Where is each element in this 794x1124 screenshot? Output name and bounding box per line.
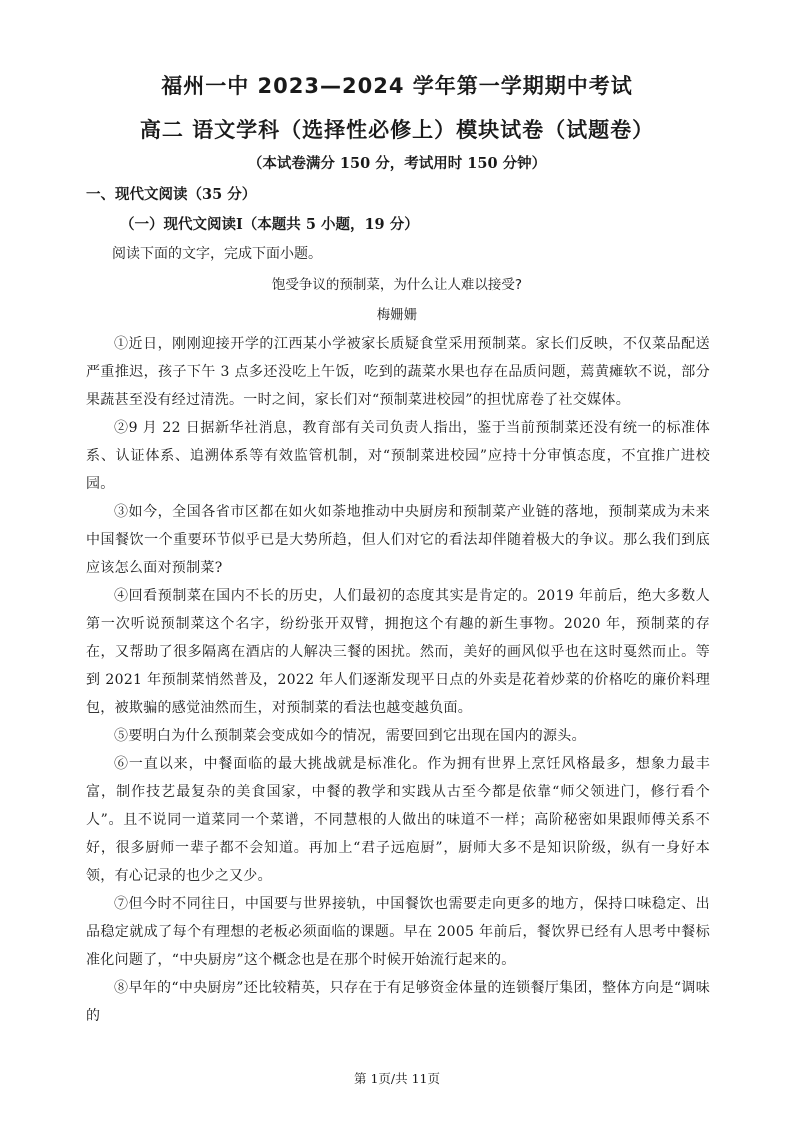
paragraph-2: ②9 月 22 日据新华社消息，教育部有关司负责人指出，鉴于当前预制菜还没有统一的标准体系、认证体系、追溯体系等有效监管机制，对“预制菜进校园”应持十分审慎态度，不宜推广进校园。: [86, 420, 710, 492]
section-subheading: （一）现代文阅读Ⅰ（本题共 5 小题，19 分）: [120, 216, 419, 233]
paragraph-3: ③如今，全国各省市区都在如火如荼地推动中央厨房和预制菜产业链的落地，预制菜成为未来中国餐饮一个重要环节似乎已是大势所趋，但人们对它的看法却伴随着极大的争议。那么我们到底应该怎么面对预制菜?: [86, 504, 710, 576]
page-number: 第 1页/共 11页: [353, 1071, 441, 1086]
exam-subject-title: 高二 语文学科（选择性必修上）模块试卷（试题卷）: [139, 118, 655, 142]
paragraph-1: ①近日，刚刚迎接开学的江西某小学被家长质疑食堂采用预制菜。家长们反映，不仅菜品配送严重推迟，孩子下午 3 点多还没吃上午饭，吃到的蔬菜水果也存在品质问题，蔫黄瘫软不说，部分果蔬甚至没有经过清洗。一时之间，家长们对“预制菜进校园”的担忧席卷了社交媒体。: [86, 336, 710, 408]
paragraph-7: ⑦但今时不同往日，中国要与世界接轨，中国餐饮也需要走向更多的地方，保持口味稳定、出品稳定就成了每个有理想的老板必须面临的课题。早在 2005 年前后，餐饮界已经有人思考中餐标准化问题了，“中央厨房”这个概念也是在那个时候开始流行起来的。: [86, 896, 710, 968]
article-body: [86, 330, 710, 1030]
reading-instruction: 阅读下面的文字，完成下面小题。: [112, 246, 322, 262]
article-title: 饱受争议的预制菜，为什么让人难以接受?: [271, 277, 523, 293]
exam-title: 福州一中 2023—2024 学年第一学期期中考试: [161, 74, 633, 98]
paragraph-8: ⑧早年的“中央厨房”还比较精英，只存在于有足够资金体量的连锁餐厅集团，整体方向是“调味的: [86, 980, 710, 1024]
paragraph-4: ④回看预制菜在国内不长的历史，人们最初的态度其实是肯定的。2019 年前后，绝大多数人第一次听说预制菜这个名字，纷纷张开双臂，拥抱这个有趣的新生事物。2020 年，预制菜的存在，又帮助了很多隔离在酒店的人解决三餐的困扰。然而，美好的画风似乎也在这时戛然而止。等到 2021 年预制菜悄然普及，2022 年人们逐渐发现平日点的外卖是花着炒菜的价格吃的廉价料理包，被欺骗的感觉油然而生，对预制菜的看法也越变越负面。: [86, 588, 710, 716]
paragraph-5: ⑤要明白为什么预制菜会变成如今的情况，需要回到它出现在国内的源头。: [114, 728, 586, 744]
paragraph-6: ⑥一直以来，中餐面临的最大挑战就是标准化。作为拥有世界上烹饪风格最多，想象力最丰富，制作技艺最复杂的美食国家，中餐的教学和实践从古至今都是依靠“师父领进门，修行看个人”。且不说同一道菜同一个菜谱，不同慧根的人做出的味道不一样；高阶秘密如果跟师傅关系不好，很多厨师一辈子都不会知道。再加上“君子远庖厨”，厨师大多不是知识阶级，纵有一身好本领，有心记录的也少之又少。: [86, 756, 710, 884]
exam-score-note: （本试卷满分 150 分，考试用时 150 分钟）: [247, 155, 547, 172]
article-author: 梅姗姗: [376, 307, 418, 323]
section-heading: 一、现代文阅读（35 分）: [86, 186, 257, 203]
